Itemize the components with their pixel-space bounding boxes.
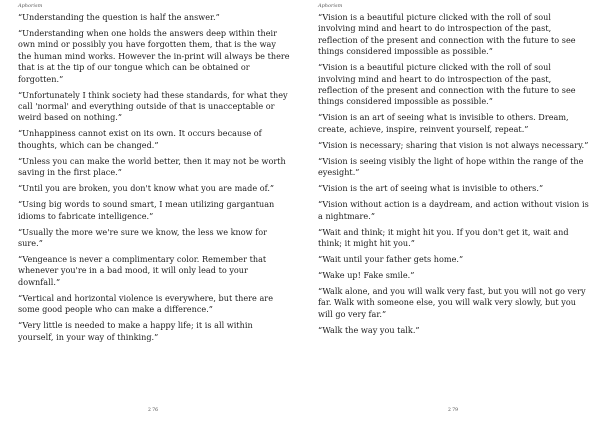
quote: “Walk alone, and you will walk very fast, but you will not go very far. Walk with someone else, you will walk very slowly, but you will go very far.” bbox=[318, 286, 586, 319]
quote: “Understanding the question is half the answer.” bbox=[18, 12, 220, 22]
quote-list bbox=[18, 12, 290, 348]
quote: “Vision is seeing visibly the light of hope within the range of the eyesight.” bbox=[318, 155, 584, 178]
quote: “Vision without action is a daydream, and action without vision is a nightmare.” bbox=[318, 199, 589, 221]
quote: “Usually the more we're sure we know, the less we know for sure.” bbox=[18, 226, 268, 249]
quote: “Vision is necessary; sharing that vision is not always necessary.” bbox=[318, 139, 589, 150]
quote: “Very little is needed to make a happy life; it is all within yourself, in your way of thinking.” bbox=[18, 320, 253, 342]
quote: “Until you are broken, you don't know what you are made of.” bbox=[18, 183, 275, 194]
quote: “Unhappiness cannot exist on its own. It occurs because of thoughts, which can be changed.” bbox=[18, 128, 262, 150]
quote: “Wait and think; it might hit you. If you don't get it, wait and think; it might hit you.” bbox=[318, 226, 569, 249]
page-number: 2 79 bbox=[447, 408, 459, 413]
quote: “Wake up! Fake smile.” bbox=[318, 270, 415, 281]
running-header: Aphorism bbox=[318, 3, 343, 9]
running-header: Aphorism bbox=[18, 3, 43, 9]
right-page bbox=[300, 0, 600, 424]
quote: “Walk the way you talk.” bbox=[318, 324, 420, 335]
quote: “Understanding when one holds the answers deep within their own mind or possibly you have forgotten them, that is the way the human mind works. However the in-print will always be there that is at the tip of our tongue which can be obtained or forgotten.” bbox=[18, 28, 290, 84]
quote: “Vision is a beautiful picture clicked with the roll of soul involving mind and heart to do introspection of the past, reflection of the present and connection with the future to see things considered impossible as possible.” bbox=[318, 12, 576, 57]
quote: “Unless you can make the world better, then it may not be worth saving in the first place.” bbox=[18, 155, 286, 178]
quote: “Vision is an art of seeing what is invisible to others. Dream, create, achieve, inspire, reinvent yourself, repeat.” bbox=[318, 112, 569, 134]
page-number: 2 76 bbox=[147, 408, 159, 413]
quote: “Unfortunately I think society had these standards, for what they call 'normal' and everything outside of that is unacceptable or weird based on nothing.” bbox=[18, 89, 288, 123]
quote: “Using big words to sound smart, I mean utilizing gargantuan idioms to fabricate intelligence.” bbox=[18, 199, 275, 221]
quote: “Vision is a beautiful picture clicked with the roll of soul involving mind and heart to do introspection of the past, reflection of the present and connection with the future to see things considered impossible as possible.” bbox=[318, 62, 576, 107]
quote: “Vengeance is never a complimentary color. Remember that whenever you're in a bad mood, it will only lead to your downfall.” bbox=[18, 254, 267, 287]
quote: “Vision is the art of seeing what is invisible to others.” bbox=[318, 183, 544, 194]
quote-list bbox=[318, 12, 590, 341]
quote: “Wait until your father gets home.” bbox=[318, 254, 464, 265]
quote: “Vertical and horizontal violence is everywhere, but there are some good people who can make a difference.” bbox=[18, 292, 274, 315]
